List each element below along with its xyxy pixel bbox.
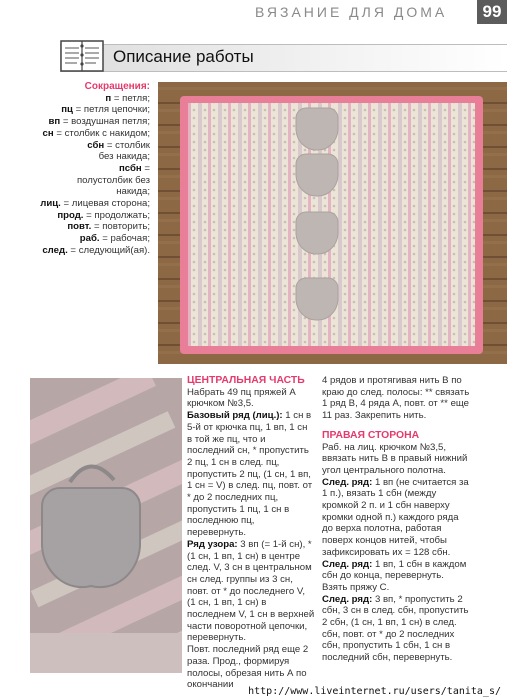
abbr-item: след. = следующий(ая). [42, 244, 150, 256]
footer-url: http://www.liveinternet.ru/users/tanita_s/ [248, 686, 501, 697]
blanket-photo-drawing [158, 82, 507, 364]
abbr-item: лиц. = лицевая сторона; [40, 198, 150, 210]
magazine-title: ВЯЗАНИЕ ДЛЯ ДОМА [255, 4, 448, 20]
notebook-icon [60, 38, 104, 74]
right-side-heading: ПРАВАЯ СТОРОНА [322, 429, 420, 441]
abbr-item: пц = петля цепочки; [61, 104, 150, 116]
pattern-row-paragraph: Ряд узора: 3 вп (= 1-й сн), * (1 сн, 1 вп, 1 сн) в центре след. V, 3 сн в центральном сн след. группы из 3 сн, повт. от * до последнего V, (1 сн, 1 вп, 1 сн) в последнем V, 1 сн в верхней части поворотной цепочки, перевернуть. [187, 538, 315, 644]
base-row-paragraph: Базовый ряд (лиц.): 1 сн в 5-й от крючка пц, 1 вп, 1 сн в той же пц, что и последний сн, * пропустить 2 пц, 1 сн в след. пц, пропустить 2 пц, (1 сн, 1 вп, 1 сн = V) в след. пц, повт. от * до 2 последних пц, пропустить 1 пц, 1 сн в последнюю пц, перевернуть. [187, 410, 313, 539]
abbreviations-list [10, 81, 150, 257]
right-side-intro: Раб. на лиц. крючком №3,5, ввязать нить В в правый нижний угол центрального полотна. [322, 441, 468, 476]
abbr-item: псбн = полустолбик без накида; [76, 162, 150, 198]
section-title: Описание работы [113, 47, 254, 66]
section-title-bar [60, 44, 507, 72]
abbr-item: раб. = рабочая; [79, 233, 150, 245]
central-part-closing: Повт. последний ряд еще 2 раза. Прод., формируя полосы, обрезая нить А по окончании [187, 644, 309, 691]
detail-photo [30, 378, 182, 673]
detail-photo-drawing [30, 378, 182, 673]
abbr-item: повт. = повторить; [67, 221, 150, 233]
central-part-intro: Набрать 49 пц пряжей А крючком №3,5. [187, 386, 296, 410]
row-2-paragraph: След. ряд: 1 вп, 1 сбн в каждом сбн до конца, перевернуть. Взять пряжу С. [322, 558, 467, 593]
continuation-paragraph: 4 рядов и протягивая нить В по краю до след. полосы: ** связать 1 ряд В, 4 ряда А, повт. от ** еще 11 раз. Закрепить нить. [322, 375, 470, 422]
abbreviations-heading: Сокращения: [84, 81, 150, 92]
row-3-paragraph: След. ряд: 3 вп, * пропустить 2 сбн, 3 сн в след. сбн, пропустить 2 сбн, (1 сн, 1 вп, 1 сн) в след. сбн, повт. от * до 2 последних сбн, пропустить 1 сбн, 1 сн в последний сбн, перевернуть. [322, 593, 469, 664]
abbr-item: сн = столбик с накидом; [42, 127, 150, 139]
right-side-column [322, 375, 470, 664]
abbr-item: прод. = продолжать; [57, 209, 150, 221]
blanket-photo [158, 82, 507, 364]
central-part-heading: ЦЕНТРАЛЬНАЯ ЧАСТЬ [187, 375, 305, 386]
central-part-column [187, 375, 315, 691]
abbr-item: п = петля; [105, 92, 150, 104]
abbr-item: сбн = столбик без накида; [87, 139, 150, 163]
page-number: 99 [477, 0, 507, 24]
abbr-item: вп = воздушная петля; [48, 116, 150, 128]
row-1-paragraph: След. ряд: 1 вп (не считается за 1 п.), вязать 1 сбн (между кромкой 2 п. и 1 сбн наверху кромки одной п.) каждого ряда до верха полотна, работая поверх концов нитей, чтобы зафиксировать их = 128 сбн. [322, 476, 469, 558]
